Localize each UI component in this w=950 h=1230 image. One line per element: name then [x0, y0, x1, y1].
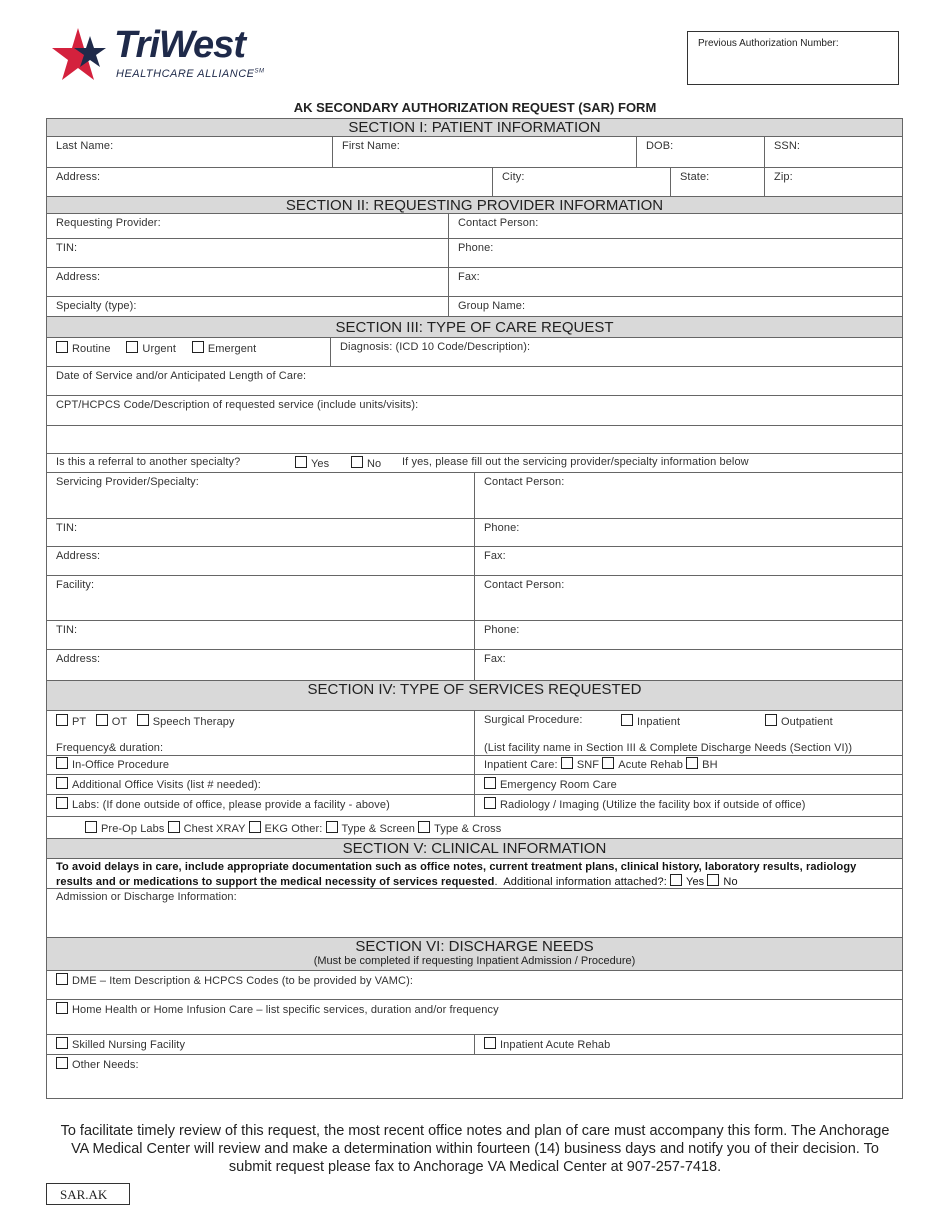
care-urgency-options: [46, 337, 331, 367]
surgical-procedure-label: Surgical Procedure:: [484, 714, 583, 726]
type-cross-checkbox[interactable]: Type & Cross: [418, 823, 501, 835]
city-field[interactable]: City:: [492, 167, 671, 197]
logo-tagline: HEALTHCARE ALLIANCE: [116, 68, 255, 80]
emergent-checkbox[interactable]: Emergent: [192, 343, 257, 355]
previous-authorization-box[interactable]: [687, 31, 899, 85]
pre-op-labs-checkbox[interactable]: Pre-Op Labs: [85, 823, 164, 835]
facility-contact-field[interactable]: Contact Person:: [474, 575, 903, 621]
referral-question: Is this a referral to another specialty?: [56, 456, 241, 468]
lab-options-row: [46, 816, 903, 839]
servicing-contact-field[interactable]: Contact Person:: [474, 472, 903, 519]
radiology-checkbox[interactable]: Radiology / Imaging (Utilize the facility box if outside of office): [474, 794, 903, 817]
form-id: SAR.AK: [46, 1183, 130, 1205]
dob-field[interactable]: DOB:: [636, 136, 765, 168]
requesting-provider-field[interactable]: Requesting Provider:: [46, 213, 449, 239]
attached-yes-checkbox[interactable]: Yes: [670, 876, 704, 888]
facility-field[interactable]: Facility:: [46, 575, 475, 621]
inpatient-acute-rehab-checkbox[interactable]: Inpatient Acute Rehab: [474, 1034, 903, 1055]
skilled-nursing-checkbox[interactable]: Skilled Nursing Facility: [46, 1034, 475, 1055]
labs-checkbox[interactable]: Labs: (If done outside of office, please provide a facility - above): [46, 794, 475, 817]
section-5-header: SECTION V: CLINICAL INFORMATION: [46, 838, 903, 859]
section-4-header: SECTION IV: TYPE OF SERVICES REQUESTED: [46, 680, 903, 711]
attached-no-checkbox[interactable]: No: [707, 876, 737, 888]
surgical-procedure-options: [474, 710, 903, 756]
urgent-checkbox[interactable]: Urgent: [126, 343, 176, 355]
contact-person-field[interactable]: Contact Person:: [448, 213, 903, 239]
inpatient-care-options: Inpatient Care: SNF Acute Rehab BH: [474, 755, 903, 775]
previous-authorization-label: Previous Authorization Number:: [698, 38, 839, 49]
snf-checkbox[interactable]: SNF: [561, 759, 599, 771]
servicing-fax-field[interactable]: Fax:: [474, 546, 903, 576]
section-2-header: SECTION II: REQUESTING PROVIDER INFORMATION: [46, 196, 903, 214]
additional-visits-checkbox[interactable]: Additional Office Visits (list # needed):: [46, 774, 475, 795]
servicing-tin-field[interactable]: TIN:: [46, 518, 475, 547]
section-6-header: [46, 937, 903, 971]
cpt-code-field[interactable]: CPT/HCPCS Code/Description of requested service (include units/visits):: [46, 395, 903, 426]
state-field[interactable]: State:: [670, 167, 765, 197]
in-office-procedure-checkbox[interactable]: In-Office Procedure: [46, 755, 475, 775]
facility-note: (List facility name in Section III & Complete Discharge Needs (Section VI)): [484, 742, 853, 754]
zip-field[interactable]: Zip:: [764, 167, 903, 197]
tin-field[interactable]: TIN:: [46, 238, 449, 268]
diagnosis-field[interactable]: Diagnosis: (ICD 10 Code/Description):: [330, 337, 903, 367]
facility-address-field[interactable]: Address:: [46, 649, 475, 681]
type-screen-checkbox[interactable]: Type & Screen: [326, 823, 415, 835]
pt-checkbox[interactable]: PT: [56, 716, 86, 728]
facility-fax-field[interactable]: Fax:: [474, 649, 903, 681]
dme-checkbox[interactable]: DME – Item Description & HCPCS Codes (to be provided by VAMC):: [46, 970, 903, 1000]
acute-rehab-checkbox[interactable]: Acute Rehab: [602, 759, 683, 771]
routine-checkbox[interactable]: Routine: [56, 343, 111, 355]
servicing-provider-field[interactable]: Servicing Provider/Specialty:: [46, 472, 475, 519]
referral-note: If yes, please fill out the servicing provider/specialty information below: [402, 456, 749, 468]
date-of-service-field[interactable]: Date of Service and/or Anticipated Length of Care:: [46, 366, 903, 396]
facility-tin-field[interactable]: TIN:: [46, 620, 475, 650]
last-name-field[interactable]: Last Name:: [46, 136, 333, 168]
other-needs-checkbox[interactable]: Other Needs:: [46, 1054, 903, 1099]
referral-question-row: [46, 453, 903, 473]
clinical-instructions-text: To avoid delays in care, include appropriate documentation such as office notes, current treatment plans, clinical history, laboratory results, radiology results and or medications to support the medical necessity of services requested: [56, 861, 857, 888]
patient-address-field[interactable]: Address:: [46, 167, 493, 197]
first-name-field[interactable]: First Name:: [332, 136, 637, 168]
referral-no-checkbox[interactable]: No: [351, 456, 381, 470]
provider-address-field[interactable]: Address:: [46, 267, 449, 297]
phone-field[interactable]: Phone:: [448, 238, 903, 268]
section-6-subtitle: (Must be completed if requesting Inpatient Admission / Procedure): [313, 955, 636, 967]
home-health-checkbox[interactable]: Home Health or Home Infusion Care – list specific services, duration and/or frequency: [46, 999, 903, 1035]
specialty-field[interactable]: Specialty (type):: [46, 296, 449, 317]
clinical-instructions: To avoid delays in care, include appropriate documentation such as office notes, current treatment plans, clinical history, laboratory results, radiology results and or medications to support the medical necessity of services requested. Additional information attached?: Yes No: [46, 858, 903, 889]
servicing-phone-field[interactable]: Phone:: [474, 518, 903, 547]
fax-field[interactable]: Fax:: [448, 267, 903, 297]
triwest-logo: [50, 22, 290, 87]
logo-sm: SM: [254, 68, 265, 75]
servicing-address-field[interactable]: Address:: [46, 546, 475, 576]
section-1-header: SECTION I: PATIENT INFORMATION: [46, 118, 903, 137]
section-6-title: SECTION VI: DISCHARGE NEEDS: [355, 938, 594, 955]
outpatient-checkbox[interactable]: Outpatient: [765, 714, 833, 728]
referral-yes-checkbox[interactable]: Yes: [295, 456, 329, 470]
facility-phone-field[interactable]: Phone:: [474, 620, 903, 650]
therapy-options: [46, 710, 475, 756]
ekg-checkbox[interactable]: EKG Other:: [249, 823, 323, 835]
group-name-field[interactable]: Group Name:: [448, 296, 903, 317]
inpatient-checkbox[interactable]: Inpatient: [621, 714, 680, 728]
bh-checkbox[interactable]: BH: [686, 759, 717, 771]
attached-label: Additional information attached?:: [503, 876, 667, 888]
footer-instructions: To facilitate timely review of this request, the most recent office notes and plan of care must accompany this form. The Anchorage VA Medical Center will review and make a determination within fourteen (14) business days and notify you of their decision. To submit request please fax to Anchorage VA Medical Center at 907-257-7418.: [60, 1123, 890, 1175]
form-title: AK SECONDARY AUTHORIZATION REQUEST (SAR) FORM: [293, 100, 657, 115]
logo-wordmark: TriWest: [114, 24, 245, 66]
chest-xray-checkbox[interactable]: Chest XRAY: [168, 823, 246, 835]
frequency-duration-label: Frequency& duration:: [56, 742, 164, 754]
admission-discharge-field[interactable]: Admission or Discharge Information:: [46, 888, 903, 938]
er-care-checkbox[interactable]: Emergency Room Care: [474, 774, 903, 795]
section-3-header: SECTION III: TYPE OF CARE REQUEST: [46, 316, 903, 338]
speech-therapy-checkbox[interactable]: Speech Therapy: [137, 716, 235, 728]
cpt-blank-line[interactable]: [46, 425, 903, 454]
ot-checkbox[interactable]: OT: [96, 716, 127, 728]
ssn-field[interactable]: SSN:: [764, 136, 903, 168]
